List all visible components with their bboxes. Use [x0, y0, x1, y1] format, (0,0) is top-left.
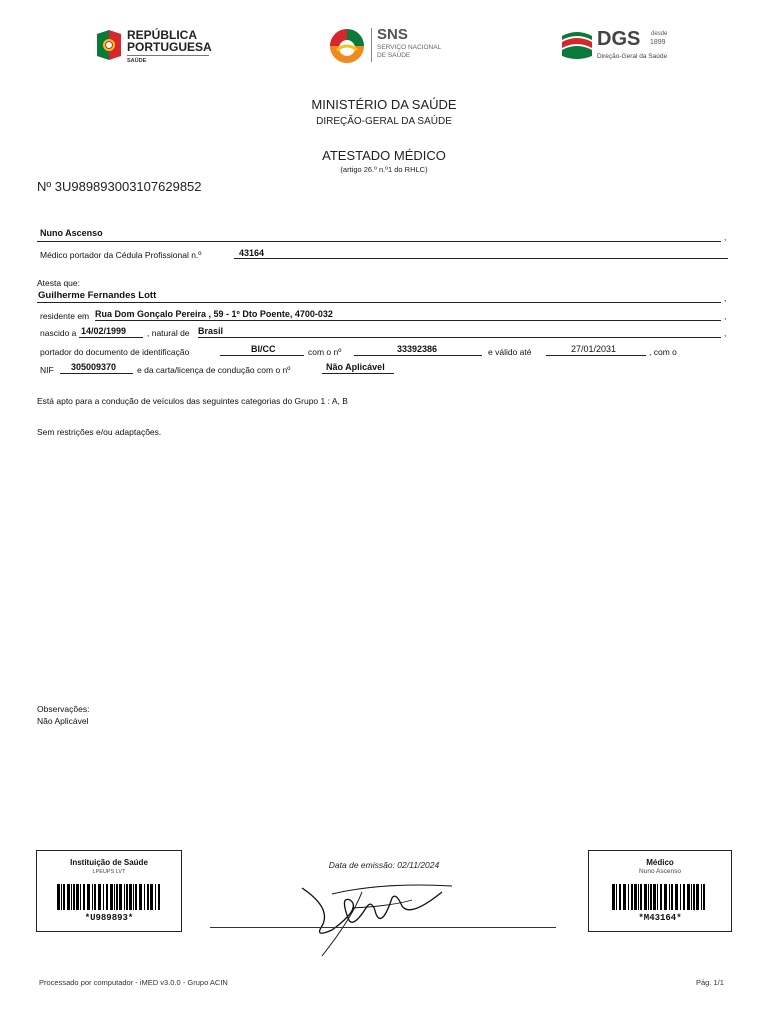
observacoes-label: Observações: — [37, 704, 90, 714]
barcode-bar — [57, 884, 60, 910]
barcode-bar — [116, 884, 118, 910]
barcode-bar — [133, 884, 134, 910]
nif-label: NIF — [40, 365, 54, 375]
institution-barcode — [57, 884, 161, 910]
barcode-bar — [691, 884, 692, 910]
barcode-bar — [631, 884, 633, 910]
institution-code: *U989893* — [84, 913, 134, 923]
barcode-bar — [640, 884, 642, 910]
institution-sub: LPEUPS LVT — [92, 869, 126, 875]
com-o-label: com o nº — [308, 347, 342, 357]
barcode-bar — [67, 884, 70, 910]
sns-logo — [327, 26, 447, 66]
republica-line2: PORTUGUESA — [127, 40, 212, 54]
patient-name: Guilherme Fernandes Lott — [38, 290, 157, 301]
barcode-bar — [80, 884, 81, 910]
doctor-code: *M43164* — [638, 913, 682, 923]
dgs-title: DGS — [597, 28, 641, 50]
barcode-bar — [83, 884, 85, 910]
barcode-bar — [139, 884, 142, 910]
barcode-bar — [92, 884, 93, 910]
patient-address: Rua Dom Gonçalo Pereira , 59 - 1º Dto Poente, 4700-032 — [95, 309, 333, 319]
barcode-bar — [63, 884, 65, 910]
carta-number: Não Aplicável — [326, 362, 385, 372]
barcode-bar — [671, 884, 673, 910]
barcode-bar — [150, 884, 153, 910]
dgs-logo — [560, 28, 680, 66]
barcode-bar — [114, 884, 115, 910]
signature-image — [292, 878, 462, 958]
carta-label: e da carta/licença de condução com o nº — [137, 365, 291, 375]
emission-date: Data de emissão: 02/11/2024 — [328, 860, 440, 870]
valid-until: 27/01/2031 — [571, 344, 617, 354]
article-reference: (artigo 26.º n.º1 do RHLC) — [340, 165, 428, 174]
barcode-bar — [703, 884, 705, 910]
com-o-end: , com o — [649, 347, 677, 357]
flag-icon — [95, 28, 123, 62]
barcode-bar — [126, 884, 128, 910]
barcode-bar — [98, 884, 101, 910]
barcode-bar — [135, 884, 137, 910]
barcode-bar — [657, 884, 658, 910]
document-number-id: 33392386 — [397, 344, 438, 354]
doctor-box — [588, 850, 732, 932]
institution-title: Instituição de Saúde — [70, 858, 148, 867]
document-type: BI/CC — [251, 344, 276, 354]
barcode-bar — [158, 884, 160, 910]
barcode-bar — [650, 884, 652, 910]
republica-sub: SAÚDE — [127, 58, 147, 64]
document-number: Nº 3U989893003107629852 — [37, 179, 202, 194]
natural-label: , natural de — [147, 328, 190, 338]
barcode-bar — [61, 884, 62, 910]
doctor-box-sub: Nuno Ascenso — [639, 868, 681, 875]
sns-title: SNS — [377, 26, 408, 43]
nascido-label: nascido a — [40, 328, 77, 338]
barcode-bar — [653, 884, 656, 910]
doctor-name: Nuno Ascenso — [40, 228, 103, 238]
page-number: Pág. 1/1 — [696, 978, 724, 987]
barcode-bar — [124, 884, 125, 910]
barcode-bar — [648, 884, 649, 910]
barcode-bar — [110, 884, 113, 910]
signature-line — [210, 927, 556, 928]
ministry-title: MINISTÉRIO DA SAÚDE — [311, 97, 457, 112]
barcode-bar — [103, 884, 104, 910]
valido-label: e válido até — [488, 347, 532, 357]
barcode-bar — [693, 884, 695, 910]
dgs-desde: desde — [651, 31, 668, 37]
sns-line1: SERVIÇO NACIONAL — [377, 44, 442, 51]
nationality: Brasil — [198, 326, 224, 336]
barcode-bar — [612, 884, 615, 910]
cedula-number: 43164 — [239, 248, 265, 258]
doctor-barcode — [612, 884, 708, 910]
barcode-bar — [144, 884, 145, 910]
barcode-bar — [71, 884, 72, 910]
barcode-bar — [675, 884, 678, 910]
barcode-bar — [701, 884, 702, 910]
cedula-label: Médico portador da Cédula Profissional n.º — [40, 250, 202, 260]
barcode-bar — [687, 884, 690, 910]
nif-number: 305009370 — [71, 362, 117, 372]
barcode-bar — [119, 884, 122, 910]
sns-line2: DE SAÚDE — [377, 52, 411, 59]
barcode-bar — [106, 884, 108, 910]
atesta-label: Atesta que: — [37, 278, 81, 288]
barcode-bar — [87, 884, 90, 910]
barcode-bar — [623, 884, 626, 910]
dgs-year: 1899 — [650, 39, 666, 46]
doctor-name-line — [37, 241, 721, 242]
barcode-bar — [669, 884, 670, 910]
residente-label: residente em — [40, 311, 90, 321]
observacoes-value: Não Aplicável — [37, 716, 89, 726]
direction-title: DIREÇÃO-GERAL DA SAÚDE — [316, 116, 452, 127]
barcode-bar — [660, 884, 662, 910]
barcode-bar — [638, 884, 639, 910]
barcode-bar — [616, 884, 617, 910]
barcode-bar — [628, 884, 629, 910]
barcode-bar — [696, 884, 699, 910]
document-title: ATESTADO MÉDICO — [322, 148, 446, 163]
barcode-bar — [619, 884, 621, 910]
birth-date: 14/02/1999 — [81, 326, 127, 336]
restricoes-statement: Sem restrições e/ou adaptações. — [37, 427, 162, 437]
barcode-bar — [155, 884, 156, 910]
barcode-bar — [664, 884, 667, 910]
barcode-bar — [644, 884, 647, 910]
portador-label: portador do documento de identificação — [40, 347, 190, 357]
doctor-box-title: Médico — [646, 858, 674, 867]
apto-statement: Está apto para a condução de veículos das seguintes categorias do Grupo 1 : A, B — [37, 396, 348, 406]
barcode-bar — [73, 884, 75, 910]
dgs-sub: Direção-Geral da Saúde — [597, 53, 668, 60]
barcode-bar — [683, 884, 685, 910]
republica-logo — [95, 26, 215, 68]
barcode-bar — [147, 884, 149, 910]
processed-by: Processado por computador - iMED v3.0.0 - Grupo ACIN — [39, 978, 228, 987]
dgs-emblem-icon — [560, 28, 594, 62]
sns-emblem-icon — [327, 26, 367, 66]
barcode-bar — [634, 884, 637, 910]
barcode-bar — [680, 884, 681, 910]
barcode-bar — [76, 884, 79, 910]
barcode-bar — [94, 884, 96, 910]
barcode-bar — [129, 884, 132, 910]
republica-line1: REPÚBLICA — [127, 28, 198, 42]
